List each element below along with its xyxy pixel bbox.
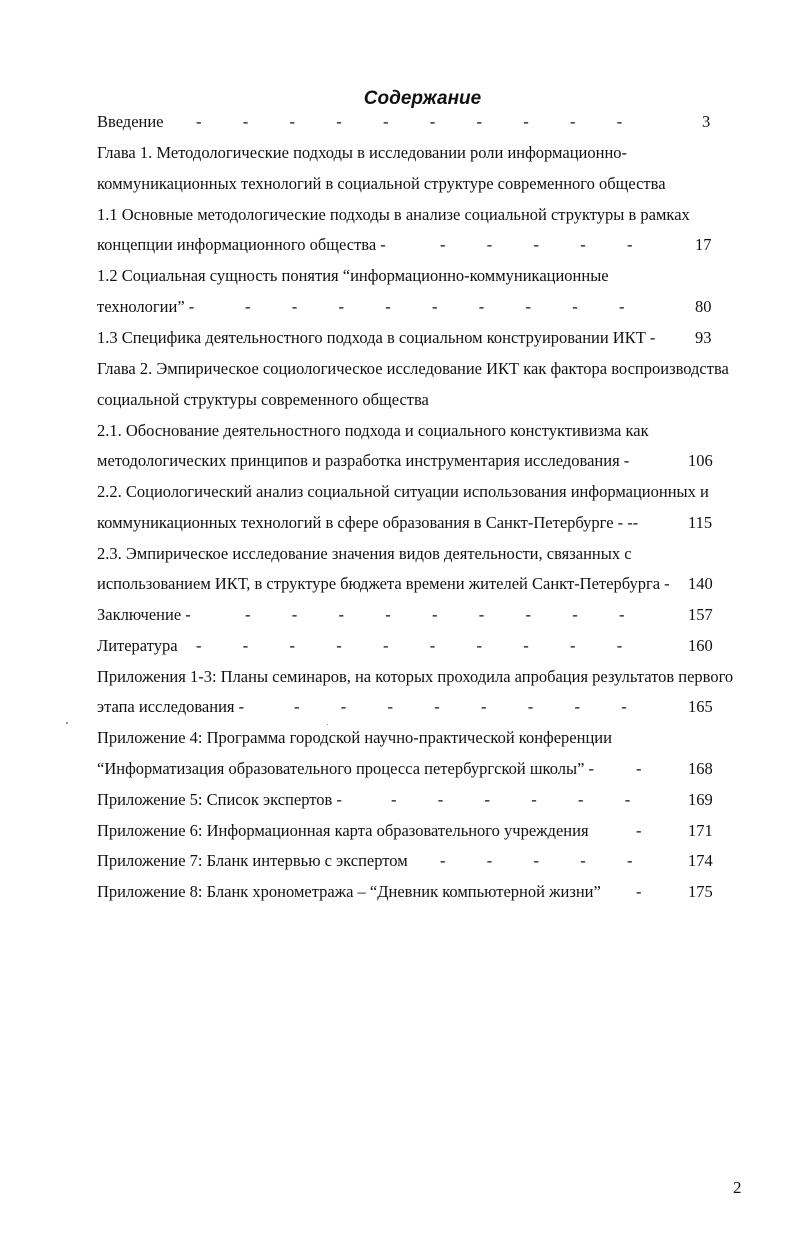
toc-entry-section-2-2: 2.2. Социологический анализ социальной ситуации использования информационных и	[97, 482, 709, 501]
toc-entry-literature: Литература	[97, 636, 178, 655]
toc-entry-introduction: Введение	[97, 112, 164, 131]
toc-page-number: 115	[688, 513, 713, 532]
dot-leader: - - - - - - - - -	[245, 605, 625, 624]
toc-entry-appendix-6: Приложение 6: Информационная карта образовательного учреждения	[97, 821, 589, 840]
toc-entry-appendix-5: Приложение 5: Список экспертов -	[97, 790, 342, 809]
page-number: 2	[733, 1178, 742, 1197]
toc-entry-chapter-1: Глава 1. Методологические подходы в исследовании роли информационно-	[97, 143, 628, 162]
dot-leader: - - - - - - - - - -	[196, 112, 623, 131]
toc-entry-appendix-4-cont: “Информатизация образовательного процесса петербургской школы” -	[97, 759, 595, 778]
toc-entry-section-2-3: 2.3. Эмпирическое исследование значения видов деятельности, связанных с	[97, 544, 632, 563]
toc-title: Содержание	[363, 88, 482, 109]
scan-speck	[66, 722, 68, 724]
toc-page-number: 157	[688, 605, 713, 624]
toc-entry-section-1-2: 1.2 Социальная сущность понятия “информационно-коммуникационные	[97, 266, 609, 285]
scan-speck	[327, 724, 328, 725]
toc-page-number: 168	[688, 759, 713, 778]
dot-leader: - - - - - - - - - -	[196, 636, 623, 655]
toc-entry-section-2-3-cont: использованием ИКТ, в структуре бюджета времени жителей Санкт-Петербурга -	[97, 574, 670, 593]
toc-entry-section-1-1: 1.1 Основные методологические подходы в анализе социальной структуры в рамках	[97, 205, 690, 224]
toc-page-number: 93	[695, 328, 712, 347]
toc-page-number: 175	[688, 882, 713, 901]
toc-page-number: 165	[688, 697, 713, 716]
toc-page-number: 174	[688, 851, 713, 870]
toc-entry-appendix-1-3: Приложения 1-3: Планы семинаров, на которых проходила апробация результатов первого	[97, 667, 734, 686]
toc-entry-section-2-1: 2.1. Обоснование деятельностного подхода и социального констуктивизма как	[97, 421, 649, 440]
toc-page-number: 171	[688, 821, 713, 840]
dot-leader: - - - - - - - - -	[245, 297, 625, 316]
dot-leader: - - - - -	[440, 851, 633, 870]
toc-entry-chapter-1-cont: коммуникационных технологий в социальной структуре современного общества	[97, 174, 666, 193]
dot-leader: - - - - -	[440, 235, 633, 254]
toc-page-number: 17	[695, 235, 712, 254]
dot-leader: -	[636, 882, 642, 901]
toc-page-number: 160	[688, 636, 713, 655]
toc-entry-appendix-8: Приложение 8: Бланк хронометража – “Дневник компьютерной жизни”	[97, 882, 601, 901]
toc-page-number: 3	[702, 112, 711, 131]
toc-page-number: 106	[688, 451, 713, 470]
toc-page-number: 140	[688, 574, 713, 593]
toc-entry-appendix-1-3-cont: этапа исследования -	[97, 697, 245, 716]
toc-page-number: 80	[695, 297, 712, 316]
toc-entry-appendix-7: Приложение 7: Бланк интервью с экспертом	[97, 851, 408, 870]
toc-entry-section-1-2-cont: технологии” -	[97, 297, 195, 316]
toc-entry-chapter-2-cont: социальной структуры современного общества	[97, 390, 429, 409]
toc-entry-section-2-1-cont: методологических принципов и разработка инструментария исследования -	[97, 451, 630, 470]
toc-entry-chapter-2: Глава 2. Эмпирическое социологическое исследование ИКТ как фактора воспроизводства	[97, 359, 729, 378]
toc-entry-appendix-4: Приложение 4: Программа городской научно-практической конференции	[97, 728, 612, 747]
dot-leader: - - - - - -	[391, 790, 631, 809]
dot-leader: -	[636, 821, 642, 840]
toc-page-number: 169	[688, 790, 713, 809]
dot-leader: - - - - - - - -	[294, 697, 627, 716]
toc-entry-section-2-2-cont: коммуникационных технологий в сфере образования в Санкт-Петербурге - --	[97, 513, 639, 532]
toc-entry-section-1-3: 1.3 Специфика деятельностного подхода в социальном конструировании ИКТ -	[97, 328, 656, 347]
toc-entry-conclusion: Заключение -	[97, 605, 191, 624]
dot-leader: -	[636, 759, 642, 778]
toc-entry-section-1-1-cont: концепции информационного общества -	[97, 235, 386, 254]
